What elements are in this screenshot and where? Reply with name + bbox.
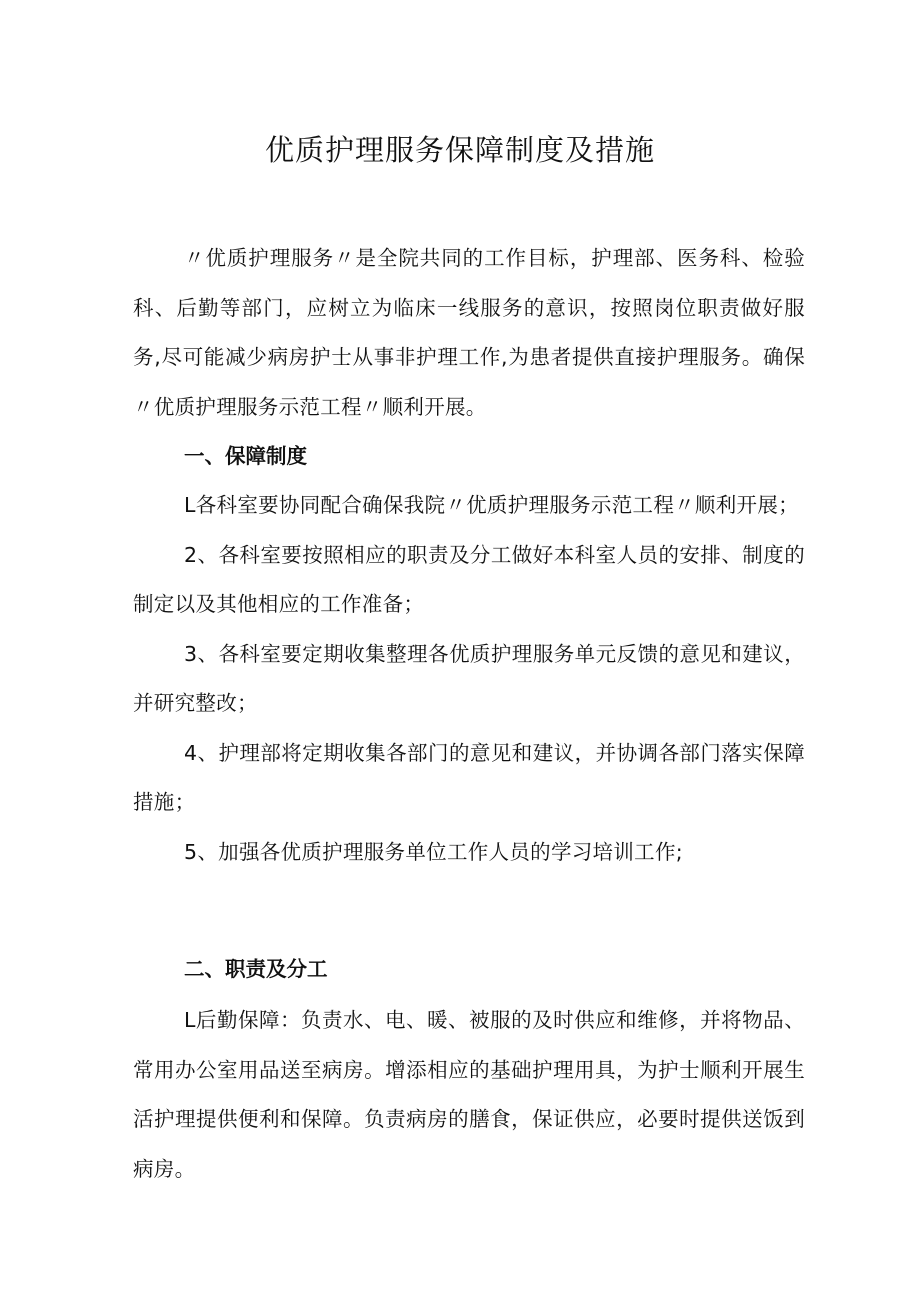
section-2-heading: 二、职责及分工: [184, 957, 328, 981]
section-2-items: [133, 996, 805, 1194]
section-1-item: 4、护理部将定期收集各部门的意见和建议，并协调各部门落实保障措施；: [133, 740, 805, 814]
section-1-heading-block: [133, 432, 805, 482]
section-1-item: 2、各科室要按照相应的职责及分工做好本科室人员的安排、制度的制定以及其他相应的工作准备；: [133, 542, 805, 616]
section-1-heading: 一、保障制度: [184, 444, 307, 468]
section-1-item: 5、加强各优质护理服务单位工作人员的学习培训工作;: [184, 839, 683, 864]
section-2-item: L后勤保障：负责水、电、暖、被服的及时供应和维修，并将物品、常用办公室用品送至病房。增添相应的基础护理用具，为护士顺利开展生活护理提供便利和保障。负责病房的膳食，保证供应，必要时提供送饭到病房。: [133, 1008, 805, 1181]
intro-section: [133, 234, 805, 432]
section-1-items: [133, 481, 805, 877]
section-1-item: 3、各科室要定期收集整理各优质护理服务单元反馈的意见和建议，并研究整改；: [133, 641, 805, 715]
intro-paragraph: 〃优质护理服务〃是全院共同的工作目标，护理部、医务科、检验科、后勤等部门，应树立为临床一线服务的意识，按照岗位职责做好服务,尽可能减少病房护士从事非护理工作,为患者提供直接护理服务。确保〃优质护理服务示范工程〃顺利开展。: [133, 246, 805, 419]
section-1-item: L各科室要协同配合确保我院〃优质护理服务示范工程〃顺利开展；: [184, 493, 799, 517]
document-title: 优质护理服务保障制度及措施: [264, 133, 655, 167]
section-2-heading-block: [133, 945, 805, 995]
